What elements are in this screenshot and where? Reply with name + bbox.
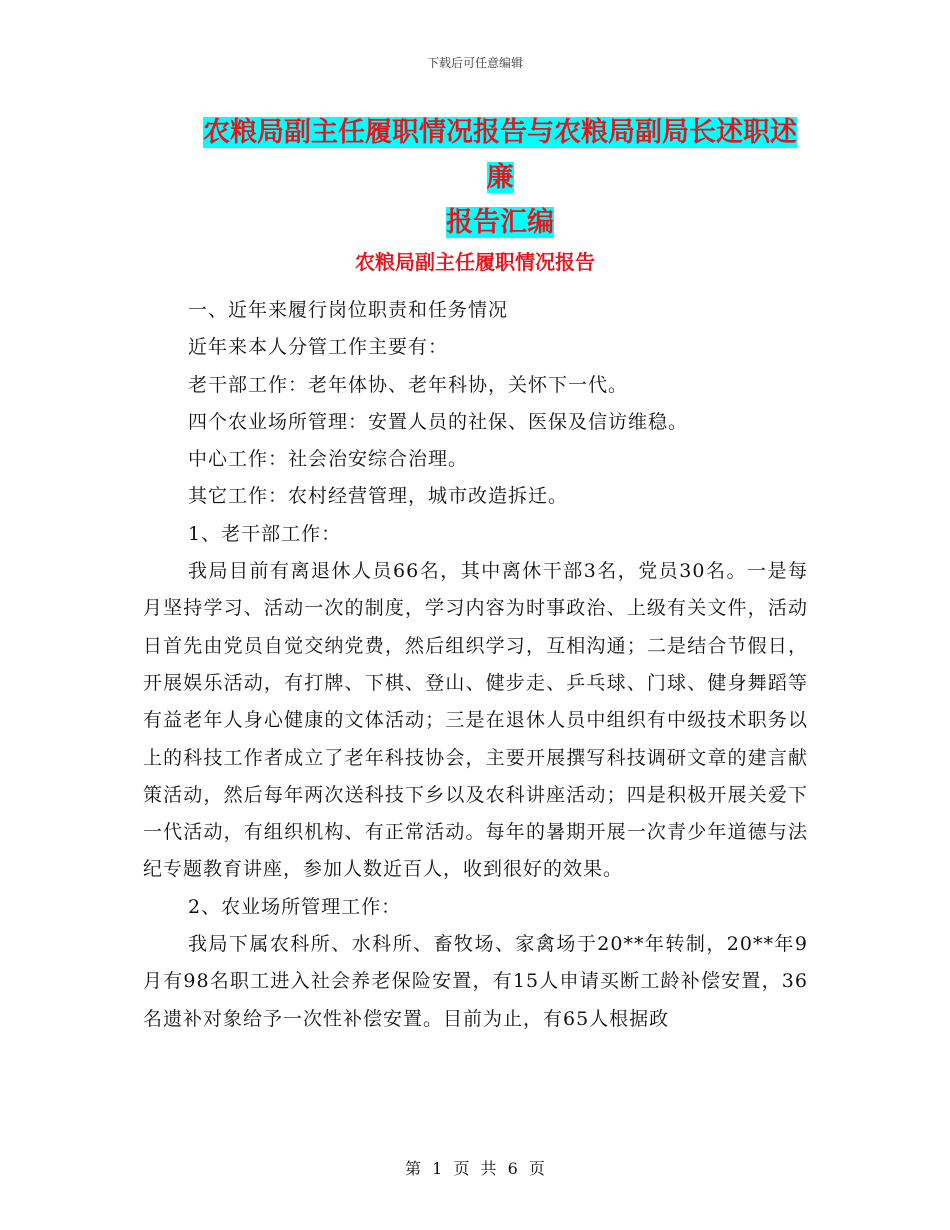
document-title bbox=[190, 110, 810, 245]
paragraph: 老干部工作：老年体协、老年科协，关怀下一代。 bbox=[188, 373, 629, 396]
paragraph-subheading-1: 1、老干部工作： bbox=[188, 522, 342, 545]
paragraph: 其它工作：农村经营管理，城市改造拆迁。 bbox=[188, 485, 569, 508]
paragraph-subheading-2: 2、农业场所管理工作： bbox=[188, 895, 402, 918]
paragraph-heading-1: 一、近年来履行岗位职责和任务情况 bbox=[188, 299, 509, 321]
document-title-line-1: 农粮局副主任履职情况报告与农粮局副局长述职述廉 bbox=[203, 117, 797, 193]
document-title-line-2: 报告汇编 bbox=[446, 207, 554, 238]
page-footer: 第 1 页 共 6 页 bbox=[405, 1159, 545, 1178]
paragraph: 我局目前有离退休人员66名，其中离休干部3名，党员30名。一是每月坚持学习、活动一次的制度，学习内容为时事政治、上级有关文件，活动日首先由党员自觉交纳党费，然后组织学习，互相沟通；二是结合节假日，开展娱乐活动，有打牌、下棋、登山、健步走、乒乓球、门球、健身舞蹈等有益老年人身心健康的文体活动；三是在退休人员中组织有中级技术职务以上的科技工作者成立了老年科技协会，主要开展撰写科技调研文章的建言献策活动，然后每年两次送科技下乡以及农科讲座活动；四是积极开展关爱下一代活动，有组织机构、有正常活动。每年的暑期开展一次青少年道德与法纪专题教育讲座，参加人数近百人，收到很好的效果。 bbox=[143, 560, 808, 881]
paragraph: 我局下属农科所、水科所、畜牧场、家禽场于20**年转制，20**年9月有98名职工进入社会养老保险安置，有15人申请买断工龄补偿安置，36名遗补对象给予一次性补偿安置。目前为止，有65人根据政 bbox=[143, 933, 808, 1030]
section-title: 农粮局副主任履职情况报告 bbox=[355, 250, 595, 274]
paragraph: 四个农业场所管理：安置人员的社保、医保及信访维稳。 bbox=[188, 410, 689, 433]
document-body bbox=[143, 292, 808, 1038]
paragraph: 近年来本人分管工作主要有： bbox=[188, 336, 449, 359]
paragraph: 中心工作：社会治安综合治理。 bbox=[188, 448, 469, 471]
header-note: 下载后可任意编辑 bbox=[426, 56, 523, 70]
